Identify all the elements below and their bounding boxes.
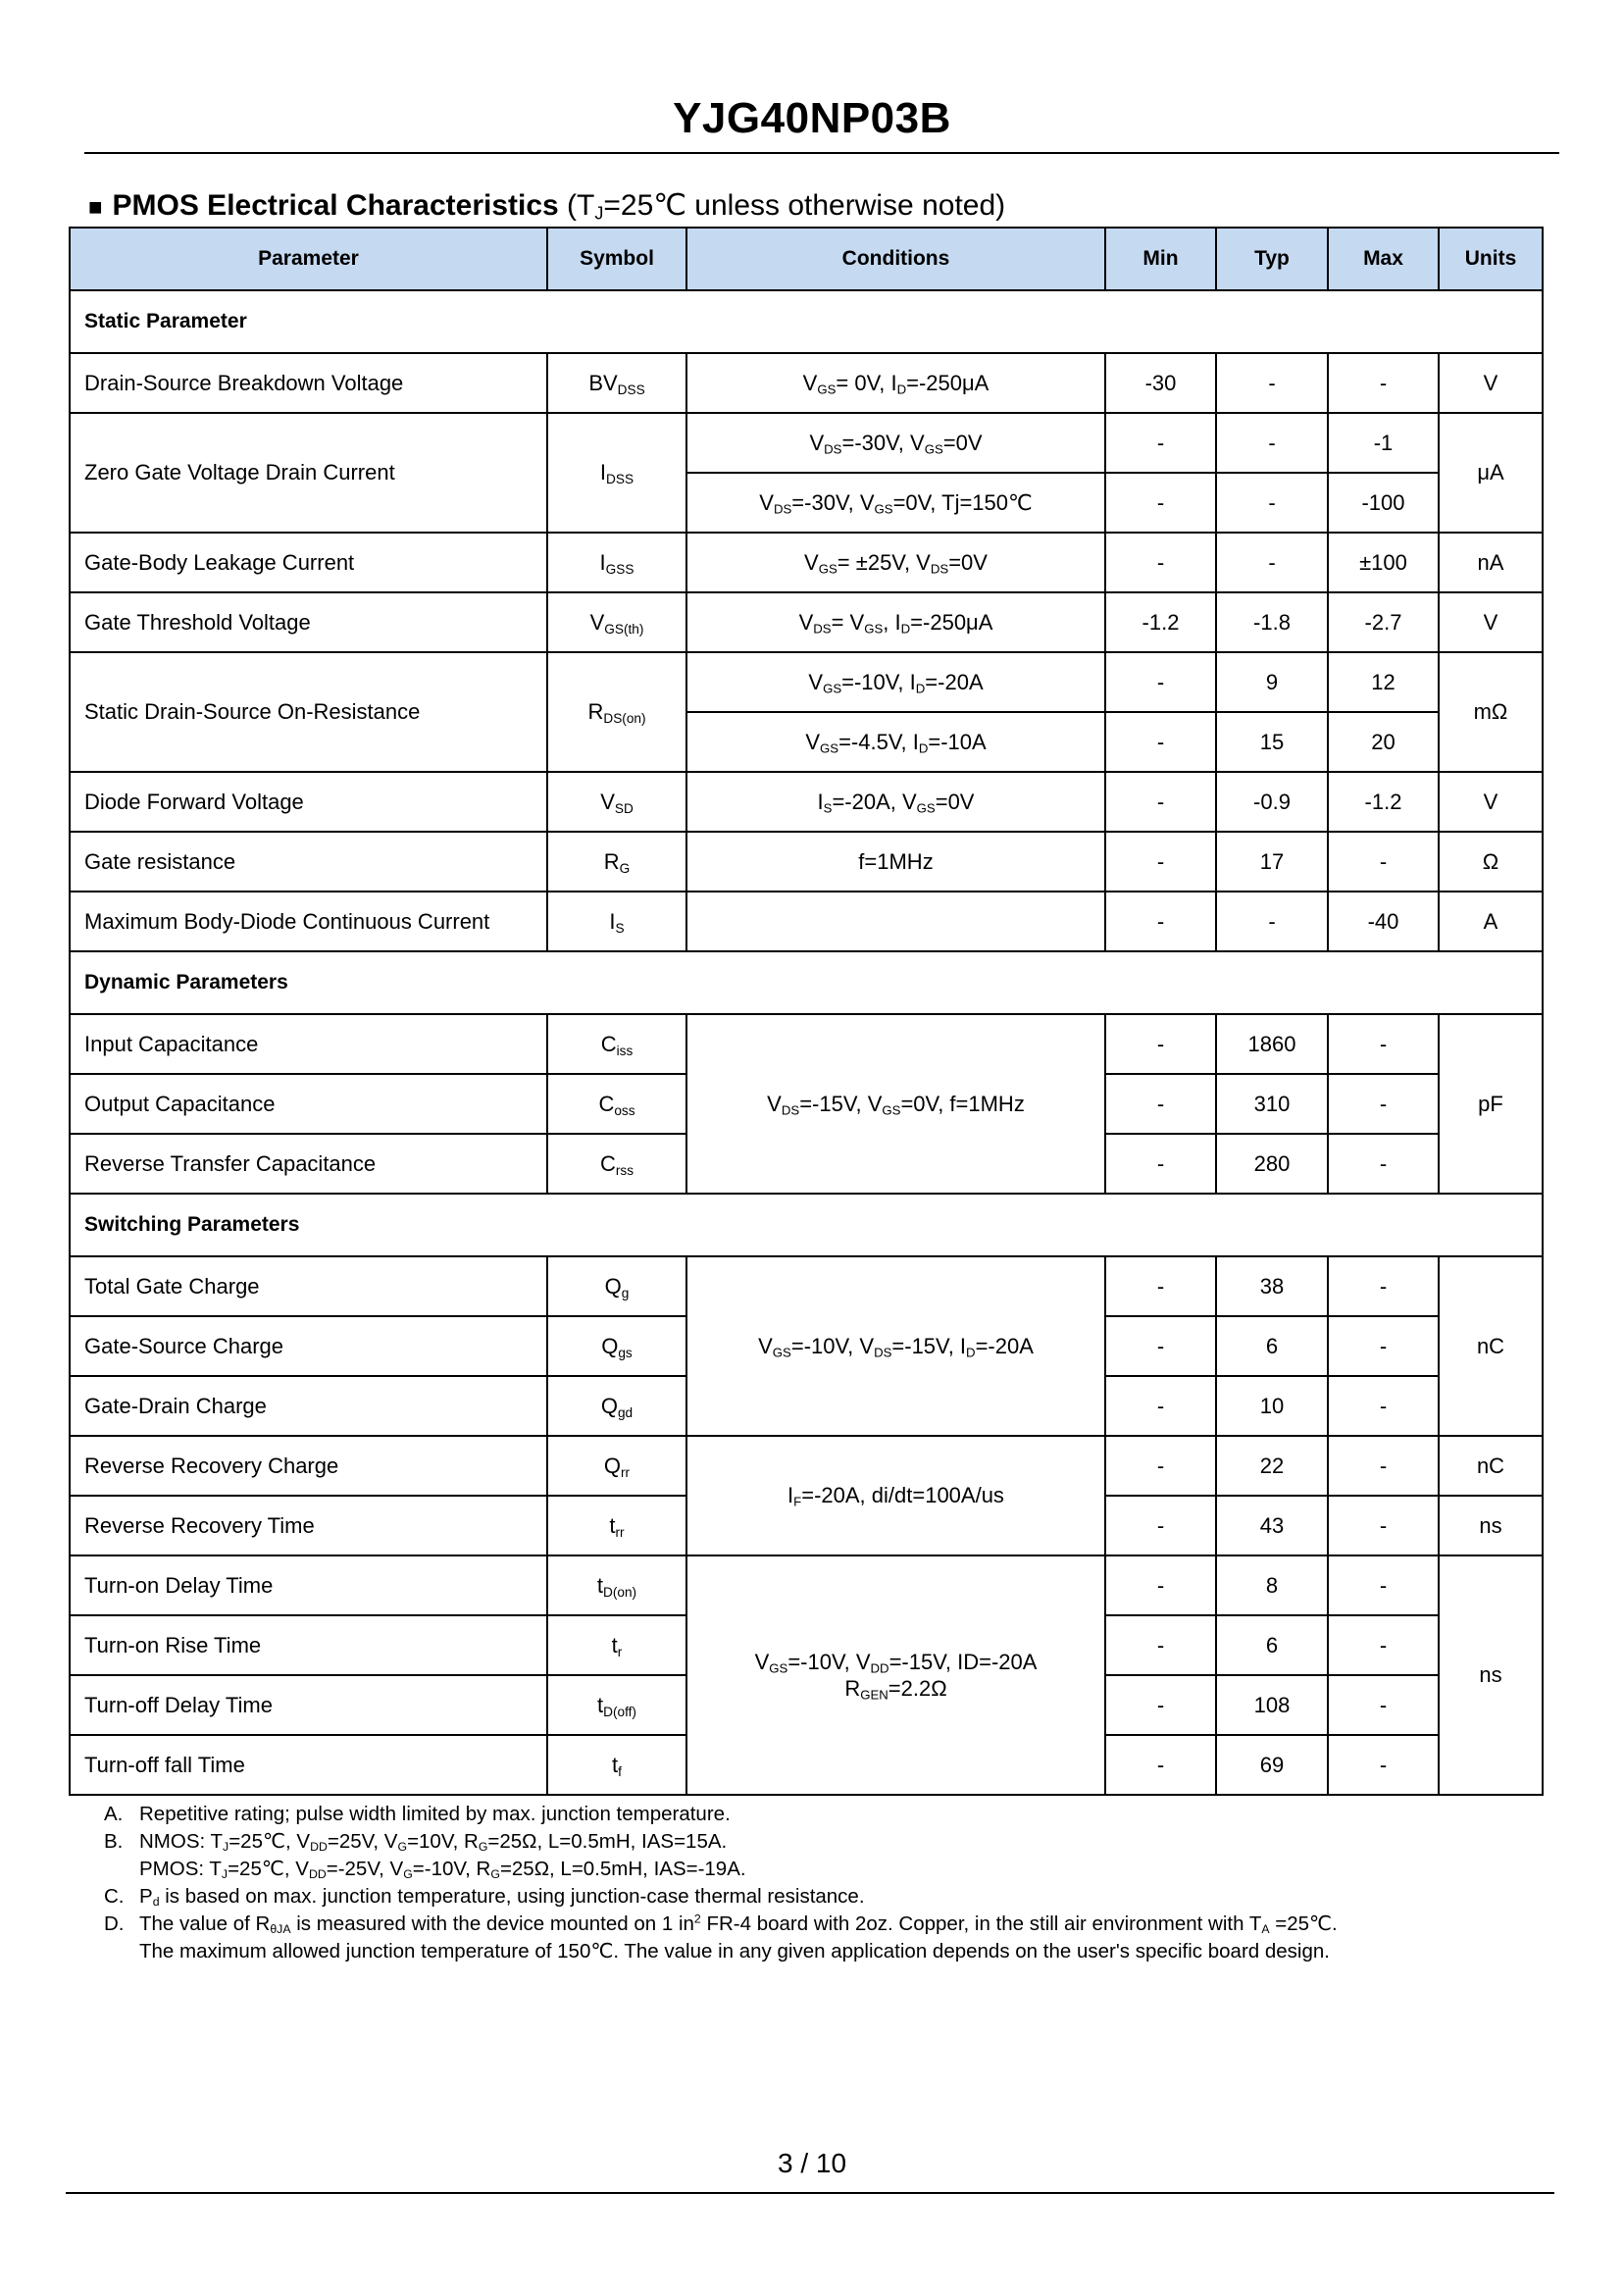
- max-cell: -100: [1328, 473, 1439, 533]
- typ-cell: -: [1216, 892, 1328, 951]
- condition-cell: $V_{DS}=-30V$, $V_{GS}=0V$: [686, 413, 1105, 473]
- symbol-cell: $t_{D(off)}$: [547, 1675, 686, 1735]
- min-cell: -: [1105, 533, 1216, 592]
- min-cell: -: [1105, 652, 1216, 712]
- table-row: [70, 772, 1543, 832]
- typ-cell: 69: [1216, 1735, 1328, 1795]
- typ-cell: -: [1216, 473, 1328, 533]
- table-row: [70, 592, 1543, 652]
- typ-cell: 9: [1216, 652, 1328, 712]
- max-cell: -: [1328, 1555, 1439, 1615]
- min-cell: -: [1105, 892, 1216, 951]
- param-cell: Zero Gate Voltage Drain Current: [70, 413, 547, 533]
- param-cell: Gate-Source Charge: [70, 1316, 547, 1376]
- header-max: Max: [1328, 228, 1439, 290]
- table-row: [70, 1014, 1543, 1074]
- heading-cond-sub: J: [594, 203, 604, 224]
- max-cell: -: [1328, 1735, 1439, 1795]
- symbol-cell: $C_{oss}$: [547, 1074, 686, 1134]
- min-cell: -: [1105, 1615, 1216, 1675]
- unit-cell: A: [1439, 892, 1543, 951]
- typ-cell: 6: [1216, 1615, 1328, 1675]
- param-cell: Static Drain-Source On-Resistance: [70, 652, 547, 772]
- max-cell: -: [1328, 1436, 1439, 1496]
- min-cell: -: [1105, 712, 1216, 772]
- symbol-cell: $Q_{rr}$: [547, 1436, 686, 1496]
- footnotes: [104, 1801, 1338, 1965]
- footnote-item: [104, 1856, 1338, 1883]
- max-cell: -: [1328, 353, 1439, 413]
- unit-cell: nA: [1439, 533, 1543, 592]
- section-heading: [88, 188, 1005, 223]
- footnote-item: [104, 1828, 1338, 1856]
- min-cell: -: [1105, 1735, 1216, 1795]
- header-rule: [84, 152, 1559, 154]
- symbol-cell: $BV_{DSS}$: [547, 353, 686, 413]
- param-cell: Turn-on Rise Time: [70, 1615, 547, 1675]
- bullet-icon: ■: [88, 194, 103, 221]
- param-cell: Turn-off Delay Time: [70, 1675, 547, 1735]
- condition-cell: $V_{GS}= 0V$, $I_D=-250\mu A$: [686, 353, 1105, 413]
- symbol-cell: $I_{GSS}$: [547, 533, 686, 592]
- param-cell: Gate-Drain Charge: [70, 1376, 547, 1436]
- param-cell: Maximum Body-Diode Continuous Current: [70, 892, 547, 951]
- max-cell: -: [1328, 1376, 1439, 1436]
- unit-cell: μA: [1439, 413, 1543, 533]
- param-cell: Gate-Body Leakage Current: [70, 533, 547, 592]
- condition-cell: $I_F=-20A$, di/dt=100A/us: [686, 1436, 1105, 1555]
- min-cell: -: [1105, 413, 1216, 473]
- typ-cell: 280: [1216, 1134, 1328, 1194]
- footnote-label: D.: [104, 1912, 125, 1935]
- unit-cell: V: [1439, 772, 1543, 832]
- condition-cell: $V_{GS}=-10V$, $I_D=-20A$: [686, 652, 1105, 712]
- typ-cell: 15: [1216, 712, 1328, 772]
- min-cell: -: [1105, 1496, 1216, 1555]
- footnote-text: NMOS: $T_J=25℃$, $V_{DD}=25V$, $V_G=10V$, $R_G=25\Omega$, L=0.5mH, IAS=15A.: [139, 1830, 728, 1855]
- footnote-label: C.: [104, 1885, 125, 1908]
- min-cell: -: [1105, 1316, 1216, 1376]
- section-switching: Switching Parameters: [70, 1194, 1543, 1256]
- max-cell: -: [1328, 1675, 1439, 1735]
- max-cell: -1.2: [1328, 772, 1439, 832]
- min-cell: -30: [1105, 353, 1216, 413]
- typ-cell: 43: [1216, 1496, 1328, 1555]
- max-cell: 20: [1328, 712, 1439, 772]
- param-cell: Turn-off fall Time: [70, 1735, 547, 1795]
- symbol-cell: $R_{DS(on)}$: [547, 652, 686, 772]
- min-cell: -: [1105, 1074, 1216, 1134]
- condition-cell: $V_{GS}= \pm 25V$, $V_{DS}=0V$: [686, 533, 1105, 592]
- footnote-item: [104, 1938, 1338, 1965]
- table-row: [70, 892, 1543, 951]
- max-cell: -: [1328, 1256, 1439, 1316]
- symbol-cell: $Q_g$: [547, 1256, 686, 1316]
- heading-cond-rest: =25℃ unless otherwise noted): [603, 189, 1006, 222]
- param-cell: Reverse Transfer Capacitance: [70, 1134, 547, 1194]
- table-row: [70, 1256, 1543, 1316]
- section-row: [70, 290, 1543, 353]
- symbol-cell: $C_{iss}$: [547, 1014, 686, 1074]
- typ-cell: 1860: [1216, 1014, 1328, 1074]
- min-cell: -: [1105, 1675, 1216, 1735]
- symbol-cell: $V_{SD}$: [547, 772, 686, 832]
- typ-cell: -0.9: [1216, 772, 1328, 832]
- symbol-cell: $Q_{gd}$: [547, 1376, 686, 1436]
- max-cell: -: [1328, 1615, 1439, 1675]
- heading-title: PMOS Electrical Characteristics: [112, 189, 559, 222]
- unit-cell: V: [1439, 353, 1543, 413]
- footnote-text: The maximum allowed junction temperature of 150℃. The value in any given application depends on the user's specific board design.: [139, 1940, 1330, 1963]
- table-row: [70, 1555, 1543, 1615]
- table-row: [70, 832, 1543, 892]
- condition-cell: $V_{GS}=-10V$, $V_{DS}=-15V$, $I_D=-20A$: [686, 1256, 1105, 1436]
- condition-cell: $V_{DS}=-15V$, $V_{GS}=0V$, f=1MHz: [686, 1014, 1105, 1194]
- unit-cell: V: [1439, 592, 1543, 652]
- table-row: [70, 413, 1543, 473]
- footer-rule: [66, 2192, 1554, 2194]
- footnote-item: [104, 1883, 1338, 1911]
- typ-cell: 310: [1216, 1074, 1328, 1134]
- symbol-cell: $C_{rss}$: [547, 1134, 686, 1194]
- max-cell: -2.7: [1328, 592, 1439, 652]
- header-conditions: Conditions: [686, 228, 1105, 290]
- max-cell: -: [1328, 1496, 1439, 1555]
- header-typ: Typ: [1216, 228, 1328, 290]
- footnote-label: A.: [104, 1803, 124, 1825]
- header-units: Units: [1439, 228, 1543, 290]
- symbol-cell: $t_f$: [547, 1735, 686, 1795]
- footnote-text: PMOS: $T_J=25℃$, $V_{DD}=-25V$, $V_G=-10V$, $R_G=25\Omega$, L=0.5mH, IAS=-19A.: [139, 1858, 746, 1882]
- typ-cell: -: [1216, 353, 1328, 413]
- max-cell: -: [1328, 832, 1439, 892]
- document-title: YJG40NP03B: [673, 94, 951, 142]
- typ-cell: -: [1216, 413, 1328, 473]
- footnote-label: B.: [104, 1830, 124, 1853]
- table-row: [70, 533, 1543, 592]
- symbol-cell: $Q_{gs}$: [547, 1316, 686, 1376]
- table-row: [70, 1436, 1543, 1496]
- max-cell: ±100: [1328, 533, 1439, 592]
- section-static: Static Parameter: [70, 290, 1543, 353]
- param-cell: Turn-on Delay Time: [70, 1555, 547, 1615]
- footnote-text: $P_d$ is based on max. junction temperature, using junction-case thermal resistance.: [139, 1885, 865, 1910]
- footnote-item: [104, 1911, 1338, 1938]
- typ-cell: 6: [1216, 1316, 1328, 1376]
- param-cell: Gate resistance: [70, 832, 547, 892]
- footnote-text: The value of $R_{\theta JA}$ is measured with the device mounted on 1 $in^2$ FR-4 board with 2oz. Copper, in the still air environment with $T_A$ =25℃.: [139, 1912, 1338, 1937]
- typ-cell: 8: [1216, 1555, 1328, 1615]
- min-cell: -: [1105, 1256, 1216, 1316]
- footnote-text: Repetitive rating; pulse width limited by max. junction temperature.: [139, 1803, 731, 1825]
- symbol-cell: $t_{rr}$: [547, 1496, 686, 1555]
- condition-cell: $V_{GS}=-4.5V$, $I_D=-10A$: [686, 712, 1105, 772]
- max-cell: -: [1328, 1316, 1439, 1376]
- unit-cell: nC: [1439, 1256, 1543, 1436]
- condition-cell: $V_{DS}= V_{GS}$, $I_D=-250\mu A$: [686, 592, 1105, 652]
- symbol-cell: $V_{GS(th)}$: [547, 592, 686, 652]
- condition-cell: $I_S=-20A$, $V_{GS}=0V$: [686, 772, 1105, 832]
- min-cell: -: [1105, 1555, 1216, 1615]
- min-cell: -: [1105, 1376, 1216, 1436]
- section-row: [70, 951, 1543, 1014]
- min-cell: -: [1105, 1134, 1216, 1194]
- table-header-row: [70, 228, 1543, 290]
- typ-cell: 38: [1216, 1256, 1328, 1316]
- table-row: [70, 652, 1543, 712]
- param-cell: Diode Forward Voltage: [70, 772, 547, 832]
- typ-cell: 17: [1216, 832, 1328, 892]
- param-cell: Total Gate Charge: [70, 1256, 547, 1316]
- section-dynamic: Dynamic Parameters: [70, 951, 1543, 1014]
- max-cell: -: [1328, 1014, 1439, 1074]
- header-parameter: Parameter: [70, 228, 547, 290]
- min-cell: -: [1105, 473, 1216, 533]
- param-cell: Output Capacitance: [70, 1074, 547, 1134]
- symbol-cell: $I_S$: [547, 892, 686, 951]
- typ-cell: -: [1216, 533, 1328, 592]
- max-cell: 12: [1328, 652, 1439, 712]
- max-cell: -: [1328, 1074, 1439, 1134]
- unit-cell: nC: [1439, 1436, 1543, 1496]
- typ-cell: 108: [1216, 1675, 1328, 1735]
- condition-cell: [686, 892, 1105, 951]
- condition-cell: f=1MHz: [686, 832, 1105, 892]
- footnote-item: [104, 1801, 1338, 1828]
- condition-cell: $V_{DS}=-30V$, $V_{GS}=0V$, Tj=150℃: [686, 473, 1105, 533]
- header-symbol: Symbol: [547, 228, 686, 290]
- max-cell: -40: [1328, 892, 1439, 951]
- heading-cond-open: (T: [558, 189, 595, 222]
- min-cell: -: [1105, 772, 1216, 832]
- symbol-cell: $t_{D(on)}$: [547, 1555, 686, 1615]
- page-number: 3 / 10: [777, 2148, 847, 2178]
- header-min: Min: [1105, 228, 1216, 290]
- typ-cell: 22: [1216, 1436, 1328, 1496]
- param-cell: Input Capacitance: [70, 1014, 547, 1074]
- param-cell: Reverse Recovery Time: [70, 1496, 547, 1555]
- symbol-cell: $t_r$: [547, 1615, 686, 1675]
- max-cell: -1: [1328, 413, 1439, 473]
- pmos-characteristics-table: [69, 227, 1544, 1796]
- symbol-cell: $R_G$: [547, 832, 686, 892]
- unit-cell: pF: [1439, 1014, 1543, 1194]
- min-cell: -: [1105, 1014, 1216, 1074]
- param-cell: Gate Threshold Voltage: [70, 592, 547, 652]
- symbol-cell: $I_{DSS}$: [547, 413, 686, 533]
- typ-cell: 10: [1216, 1376, 1328, 1436]
- min-cell: -: [1105, 1436, 1216, 1496]
- unit-cell: mΩ: [1439, 652, 1543, 772]
- unit-cell: ns: [1439, 1555, 1543, 1795]
- min-cell: -1.2: [1105, 592, 1216, 652]
- unit-cell: Ω: [1439, 832, 1543, 892]
- min-cell: -: [1105, 832, 1216, 892]
- unit-cell: ns: [1439, 1496, 1543, 1555]
- table-row: [70, 353, 1543, 413]
- condition-cell: $V_{GS}=-10V$, $V_{DD}=-15V$, ID=-20A $R_{GEN}=2.2\Omega$: [686, 1555, 1105, 1795]
- param-cell: Reverse Recovery Charge: [70, 1436, 547, 1496]
- section-row: [70, 1194, 1543, 1256]
- param-cell: Drain-Source Breakdown Voltage: [70, 353, 547, 413]
- max-cell: -: [1328, 1134, 1439, 1194]
- typ-cell: -1.8: [1216, 592, 1328, 652]
